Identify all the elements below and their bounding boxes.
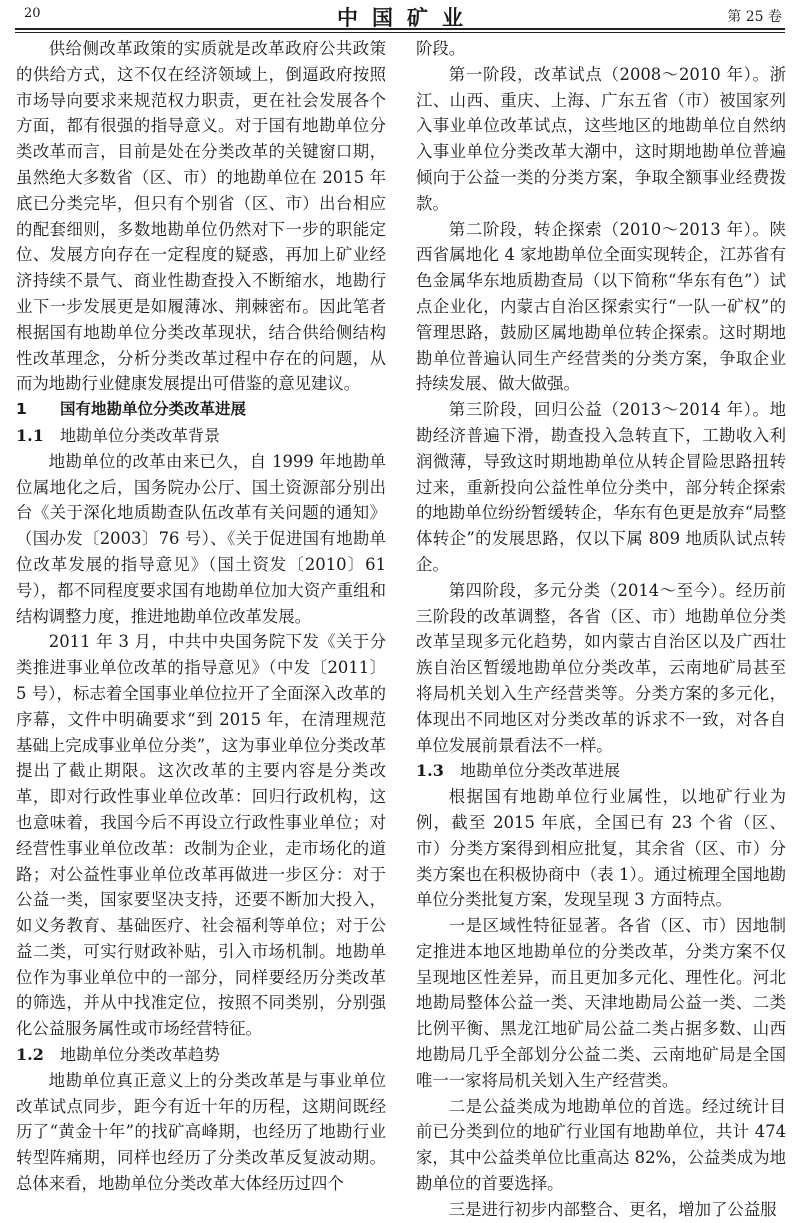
paragraph: 根据国有地勘单位行业属性，以地矿行业为例，截至 2015 年底，全国已有 23 个省（区、市）分类方案得到相应批复，其余省（区、市）分类方案也在积极协商中（表 1）。通过梳理全国地勘单位分类批复方案，发现呈现 3 方面特点。 <box>416 787 786 910</box>
paragraph: 地勘单位的改革由来已久，自 1999 年地勘单位属地化之后，国务院办公厅、国土资源部分别出台《关于深化地质勘查队伍改革有关问题的通知》（国办发〔2003〕76 号）、《关于促进国有地勘单位改革发展的指导意见》（国土资发〔2010〕61 号），都不同程度要求国有地勘单位加大资产重组和结构调整力度，推进地勘单位改革发展。 <box>16 451 386 626</box>
subsection-heading-1-1 <box>16 423 386 449</box>
paragraph: 供给侧改革政策的实质就是改革政府公共政策的供给方式，这不仅在经济领域上，倒逼政府按照市场导向要求来规范权力职责，更在社会发展各个方面，都有很强的指导意义。对于国有地勘单位分类改革而言，目前是处在分类改革的关键窗口期，虽然绝大多数省（区、市）的地勘单位在 2015 年底已分类完毕，但只有个别省（区、市）出台相应的配套细则，多数地勘单位仍然对下一步的职能定位、发展方向存在一定程度的疑惑，再加上矿业经济持续不景气、商业性勘查投入不断缩水，地勘行业下一步发展更是如履薄冰、荆棘密布。因此笔者根据国有地勘单位分类改革现状，结合供给侧结构性改革理念，分析分类改革过程中存在的问题，从而为地勘行业健康发展提出可借鉴的意见建议。 <box>16 39 386 394</box>
journal-title: 中国矿业 <box>337 5 477 30</box>
section-heading-1 <box>16 397 386 423</box>
section-number: 1 <box>16 400 27 419</box>
paragraph-stage-4: 第四阶段，多元分类（2014～至今）。经历前三阶段的改革调整，各省（区、市）地勘单位分类改革呈现多元化趋势，如内蒙古自治区以及广西壮族自治区暂缓地勘单位分类改革，云南地矿局甚至将局机关划入生产经营类等。分类方案的多元化，体现出不同地区对分类改革的诉求不一致，对各自单位发展前景看法不一样。 <box>416 580 786 755</box>
page-number: 20 <box>24 6 41 21</box>
section-title: 国有地勘单位分类改革进展 <box>60 400 247 419</box>
volume-label: 第 25 卷 <box>727 9 782 25</box>
paragraph: 三是进行初步内部整合、更名，增加了公益服 <box>448 1199 777 1219</box>
header-rule <box>15 28 785 30</box>
section-number: 1.3 <box>416 761 444 781</box>
header-rule-thin <box>15 32 785 33</box>
paragraph: 2011 年 3 月，中共中央国务院下发《关于分类推进事业单位改革的指导意见》（中发〔2011〕5 号），标志着全国事业单位拉开了全面深入改革的序幕，文件中明确要求“到 2015 年，在清理规范基础上完成事业单位分类”，这为事业单位分类改革提出了截止期限。这次改革的主要内容是分类改革，即对行政性事业单位改革：回归行政机构，这也意味着，我国今后不再设立行政性事业单位；对经营性事业单位改革：改制为企业，走市场化的道路；对公益性事业单位改革再做进一步区分：对于公益一类，国家要坚决支持，还要不断加大投入，如义务教育、基础医疗、社会福利等单位；对于公益二类，可实行财政补贴，引入市场机制。地勘单位作为事业单位中的一部分，同样要经历分类改革的筛选，并从中找准定位，按照不同类别，分别强化公益服务属性或市场经营特征。 <box>16 632 386 1039</box>
left-column <box>16 36 386 1197</box>
section-number: 1.1 <box>16 425 44 445</box>
paragraph-stage-1: 第一阶段，改革试点（2008～2010 年）。浙江、山西、重庆、上海、广东五省（市）被国家列入事业单位改革试点，这些地区的地勘单位自然纳入事业单位分类改革大潮中，这时期地勘单位普遍倾向于公益一类的分类方案，争取全额事业经费拨款。 <box>416 64 786 213</box>
paragraph-continuation: 阶段。 <box>416 39 466 58</box>
paragraph: 二是公益类成为地勘单位的首选。经过统计目前已分类到位的地矿行业国有地勘单位，共计 474 家，其中公益类单位比重高达 82%，公益类成为地勘单位的首要选择。 <box>416 1096 786 1194</box>
paragraph-stage-2: 第二阶段，转企探索（2010～2013 年）。陕西省属地化 4 家地勘单位全面实现转企，江苏省有色金属华东地质勘查局（以下简称“华东有色”）试点企业化，内蒙古自治区探索实行“一队一矿权”的管理思路，鼓励区属地勘单位转企探索。这时期地勘单位普遍认同生产经营类的分类方案，争取企业持续发展、做大做强。 <box>416 219 786 394</box>
section-title: 地勘单位分类改革趋势 <box>60 1045 221 1065</box>
paragraph: 地勘单位真正意义上的分类改革是与事业单位改革试点同步，距今有近十年的历程，这期间既经历了“黄金十年”的找矿高峰期，也经历了地勘行业转型阵痛期，同样也经历了分类改革反复波动期。总体来看，地勘单位分类改革大体经历过四个 <box>16 1070 386 1194</box>
paragraph-stage-3: 第三阶段，回归公益（2013～2014 年）。地勘经济普遍下滑，勘查投入急转直下，工勘收入利润微薄，导致这时期地勘单位从转企冒险思路扭转过来，重新投向公益性单位分类中，部分转企探索的地勘单位纷纷暂缓转企，华东有色更是放弃“局整体转企”的发展思路，仅以下属 809 地质队试点转企。 <box>416 400 786 574</box>
subsection-heading-1-2 <box>16 1042 386 1068</box>
subsection-heading-1-3 <box>416 758 786 784</box>
section-title: 地勘单位分类改革背景 <box>60 425 221 445</box>
right-column <box>416 36 786 1223</box>
paragraph: 一是区域性特征显著。各省（区、市）因地制定推进本地区地勘单位的分类改革，分类方案不仅呈现地区性差异，而且更加多元化、理性化。河北地勘局整体公益一类、天津地勘局公益一类、二类比例平衡、黑龙江地矿局公益二类占据多数、山西地勘局几乎全部划分公益二类、云南地矿局是全国唯一一家将局机关划入生产经营类。 <box>416 916 786 1090</box>
section-number: 1.2 <box>16 1045 44 1065</box>
section-title: 地勘单位分类改革进展 <box>460 761 621 781</box>
